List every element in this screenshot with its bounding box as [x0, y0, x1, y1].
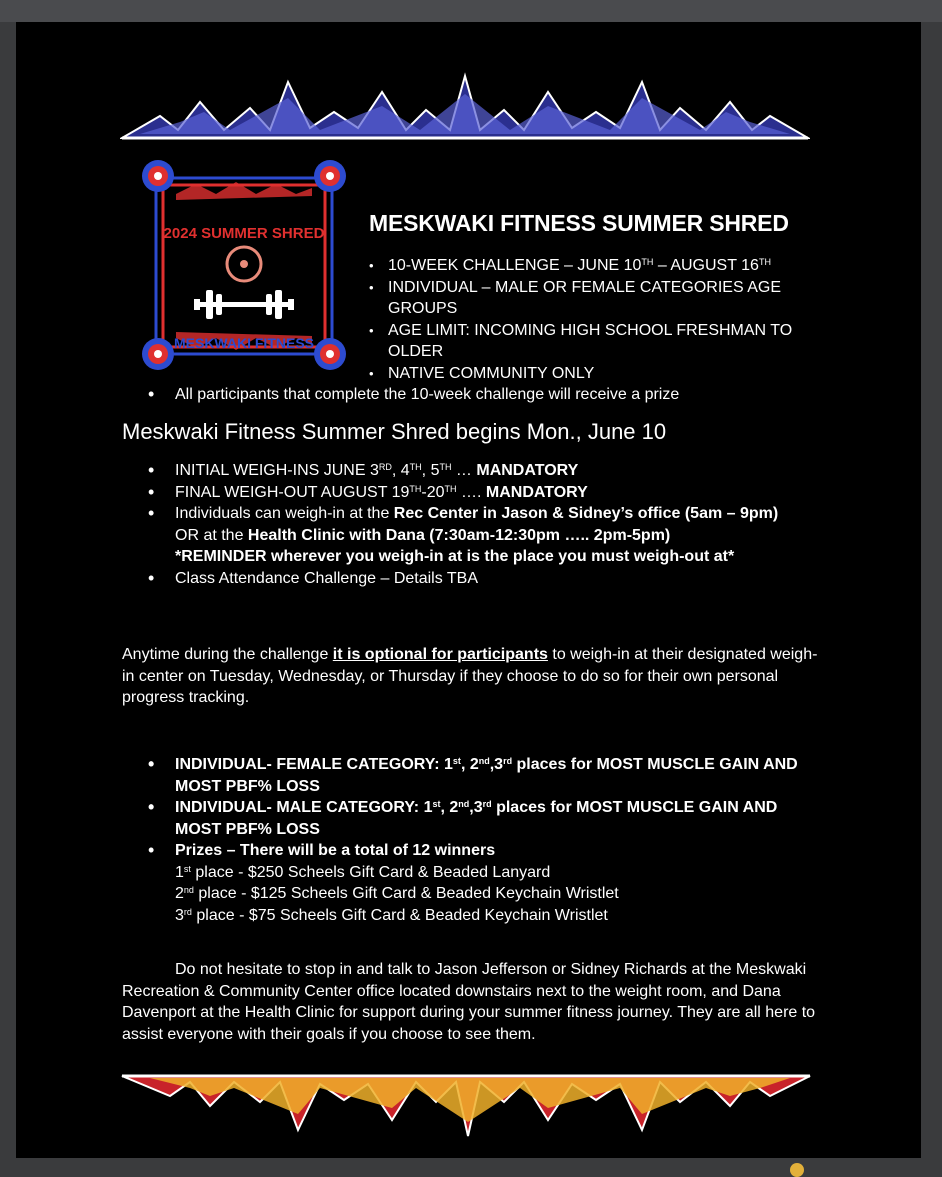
logo-bottom-text: MESKWAKI FITNESS [173, 335, 315, 351]
scroll-indicator-icon[interactable] [790, 1163, 804, 1177]
closing-paragraph: Do not hesitate to stop in and talk to Jason Jefferson or Sidney Richards at the Meskwaki Recreation & Community Center office located downstairs next to the weight room, and Dana Davenport at the Health Clinic for support during your summer fitness journey. They are all here to assist everyone with their goals if you choose to see them. [122, 961, 816, 1043]
list-item: • Individuals can weigh-in at the Rec Center in Jason & Sidney’s office (5am – 9pm) OR at the Health Clinic with Dana (7:30am-12:30pm ….. 2pm-5pm) *REMINDER wherever you weigh-in at is the place you must weigh-out at* [122, 503, 812, 568]
barbell-icon [194, 290, 294, 319]
challenge-details-list [369, 255, 809, 384]
weight-plate-icon [227, 247, 261, 281]
weigh-in-list [122, 460, 812, 589]
list-item: • All participants that complete the 10-week challenge will receive a prize [122, 384, 822, 406]
begins-heading: Meskwaki Fitness Summer Shred begins Mon., June 10 [122, 419, 667, 444]
list-item: • INITIAL WEIGH-INS JUNE 3RD, 4TH, 5TH … MANDATORY [122, 460, 812, 482]
viewer-toolbar [0, 0, 942, 22]
list-item: • FINAL WEIGH-OUT AUGUST 19TH-20TH …. MANDATORY [122, 482, 812, 504]
bottom-decorative-border [120, 1066, 820, 1138]
summer-shred-logo [136, 154, 352, 376]
list-item: • 10-WEEK CHALLENGE – JUNE 10TH – AUGUST 16TH [369, 255, 809, 277]
prize-note-list [122, 384, 822, 406]
list-item: • Class Attendance Challenge – Details TBA [122, 568, 812, 590]
flyer-page [16, 22, 921, 1158]
categories-list [122, 754, 822, 926]
optional-tracking-paragraph: Anytime during the challenge it is optional for participants to weigh-in at their designated weigh-in center on Tuesday, Wednesday, or Thursday if they choose to do so for their own personal progress tracking. [122, 646, 818, 706]
top-decorative-border [120, 72, 810, 144]
list-item: • INDIVIDUAL- MALE CATEGORY: 1st, 2nd,3rd places for MOST MUSCLE GAIN AND MOST PBF% LOSS [122, 797, 822, 840]
list-item: • INDIVIDUAL – MALE OR FEMALE CATEGORIES AGE GROUPS [369, 277, 809, 320]
list-item: • Prizes – There will be a total of 12 winners 1st place - $250 Scheels Gift Card & Beaded Lanyard 2nd place - $125 Scheels Gift Card & Beaded Keychain Wristlet 3rd place - $75 Scheels Gift Card & Beaded Keychain Wristlet [122, 840, 822, 926]
flyer-title: MESKWAKI FITNESS SUMMER SHRED [369, 210, 789, 236]
list-item: • NATIVE COMMUNITY ONLY [369, 363, 809, 385]
logo-top-text: 2024 SUMMER SHRED [163, 225, 325, 242]
list-item: • INDIVIDUAL- FEMALE CATEGORY: 1st, 2nd,3rd places for MOST MUSCLE GAIN AND MOST PBF% LOSS [122, 754, 822, 797]
list-item: • AGE LIMIT: INCOMING HIGH SCHOOL FRESHMAN TO OLDER [369, 320, 809, 363]
